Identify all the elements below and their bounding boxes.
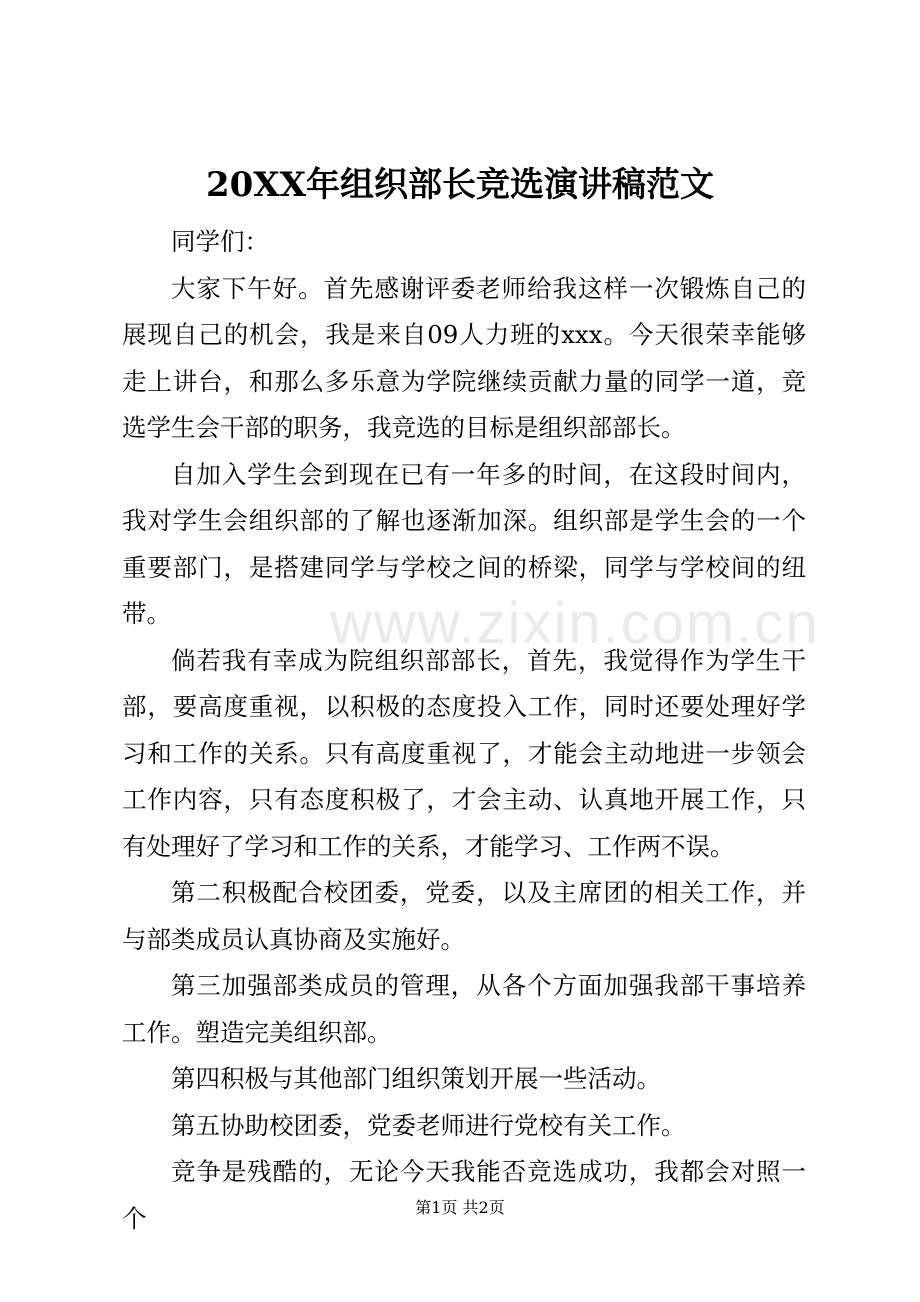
- paragraph-first-point: 倘若我有幸成为院组织部部长，首先，我觉得作为学生干部，要高度重视，以积极的态度投入工作，同时还要处理好学习和工作的关系。只有高度重视了，才能会主动地进一步领会工作内容，只有态度积极了，才会主动、认真地开展工作，只有处理好了学习和工作的关系，才能学习、工作两不误。: [122, 645, 806, 861]
- paragraph-experience: 自加入学生会到现在已有一年多的时间，在这段时间内，我对学生会组织部的了解也逐渐加深。组织部是学生会的一个重要部门，是搭建同学与学校之间的桥梁，同学与学校间的纽带。: [122, 459, 806, 628]
- document-body: [122, 219, 806, 1242]
- watermark: www.zixin.com.cn: [330, 591, 820, 656]
- paragraph-third-point: 第三加强部类成员的管理，从各个方面加强我部干事培养工作。塑造完美组织部。: [122, 971, 806, 1047]
- document-title: 20XX年组织部长竞选演讲稿范文: [205, 165, 715, 205]
- page-footer: 第1页 共2页: [415, 1198, 505, 1217]
- paragraph-greeting: 同学们：: [171, 227, 269, 256]
- paragraph-second-point: 第二积极配合校团委，党委，以及主席团的相关工作，并与部类成员认真协商及实施好。: [122, 878, 806, 954]
- paragraph-closing: 竞争是残酷的，无论今天我能否竞选成功，我都会对照一个: [122, 1157, 806, 1233]
- paragraph-intro: 大家下午好。首先感谢评委老师给我这样一次锻炼自己的展现自己的机会，我是来自09人力班的xxx。今天很荣幸能够走上讲台，和那么多乐意为学院继续贡献力量的同学一道，竞选学生会干部的职务，我竞选的目标是组织部部长。: [122, 273, 806, 442]
- paragraph-fourth-point: 第四积极与其他部门组织策划开展一些活动。: [171, 1064, 661, 1093]
- paragraph-fifth-point: 第五协助校团委，党委老师进行党校有关工作。: [171, 1110, 686, 1140]
